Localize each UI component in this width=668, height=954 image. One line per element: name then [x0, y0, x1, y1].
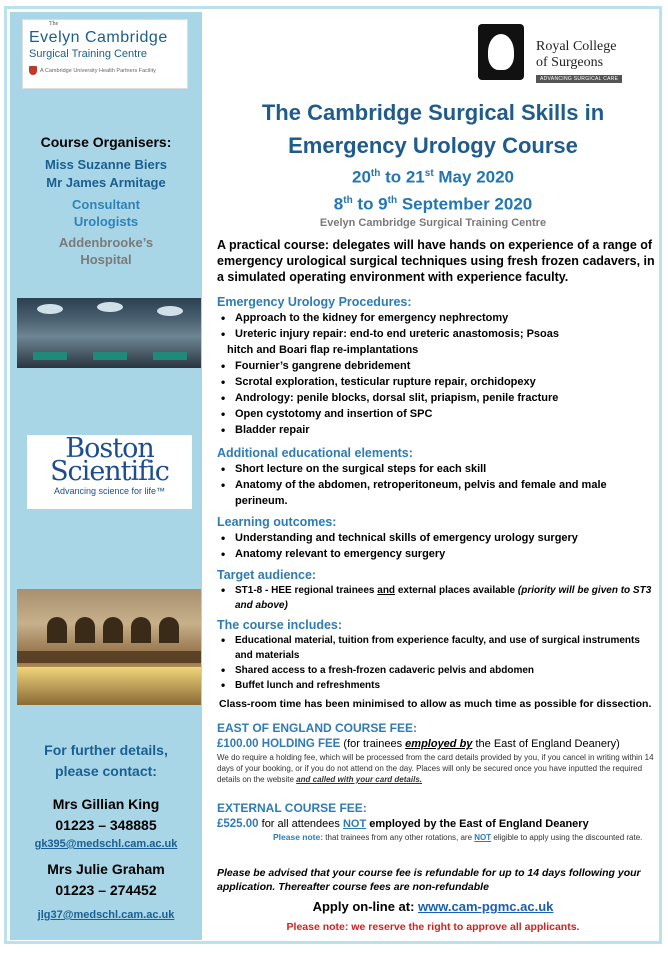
hospital-line: Hospital	[80, 252, 132, 267]
contact-phone: 01223 – 348885	[55, 817, 157, 833]
rcs-logo	[478, 24, 646, 84]
section-heading: Additional educational elements:	[217, 446, 413, 460]
contact-heading: please contact:	[55, 763, 157, 779]
fee-line: £525.00 for all attendees NOT employed by the East of England Deanery	[217, 818, 589, 830]
role-line: Urologists	[73, 214, 139, 229]
logo-title: Evelyn Cambridge	[29, 29, 168, 46]
operating-theatre-photo	[17, 298, 201, 368]
contact-name: Mrs Gillian King	[52, 796, 160, 812]
class-room-note: Class-room time has been minimised to allow as much time as possible for dissection.	[219, 698, 652, 710]
sponsor-word: Boston	[65, 433, 154, 464]
apply-line	[210, 899, 656, 914]
fee-heading: EAST OF ENGLAND COURSE FEE:	[217, 721, 418, 735]
list-item: • Understanding and technical skills of emergency urology surgery	[235, 530, 657, 546]
external-fee-section	[217, 800, 657, 843]
contact-name: Mrs Julie Graham	[47, 861, 165, 877]
apply-label: Apply on-line at:	[312, 899, 419, 914]
venue: Evelyn Cambridge Surgical Training Centre	[319, 217, 547, 229]
reserve-notice: Please note: we reserve the right to approve all applicants.	[286, 921, 580, 933]
fee-note: Please note: that trainees from any other rotations, are NOT eligible to apply using the discounted rate.	[273, 832, 643, 842]
organiser-name: Mr James Armitage	[46, 175, 166, 190]
list-item: • Approach to the kidney for emergency nephrectomy	[235, 310, 657, 326]
organiser-hospital	[10, 234, 202, 268]
logo-tagline	[29, 66, 181, 75]
list-item: • Scrotal exploration, testicular rupture repair, orchidopexy	[235, 374, 657, 390]
rcs-line: Royal College	[536, 39, 617, 54]
section-heading: Learning outcomes:	[217, 515, 337, 529]
organisers-block	[10, 134, 202, 268]
list-item: • ST1-8 - HEE regional trainees and external places available (priority will be given to ST3 and above)	[235, 583, 657, 613]
contact-heading: For further details,	[44, 742, 168, 758]
section-heading: Target audience:	[217, 568, 317, 582]
list-item: • Shared access to a fresh-frozen cadaveric pelvis and abdomen	[235, 663, 657, 678]
fee-line: £100.00 HOLDING FEE (for trainees employed by the East of England Deanery)	[217, 738, 620, 750]
organisers-heading: Course Organisers:	[40, 134, 172, 150]
outcomes-section	[217, 514, 657, 562]
audience-section	[217, 567, 657, 613]
section-heading: The course includes:	[217, 618, 343, 632]
list-item: • Fournier’s gangrene debridement	[235, 358, 657, 374]
course-title	[210, 96, 656, 162]
bridge-of-sighs-photo	[17, 589, 201, 705]
date-line: 20th to 21st May 2020	[351, 167, 515, 187]
rcs-line: of Surgeons	[536, 55, 604, 70]
apply-website-link[interactable]: www.cam-pgmc.ac.uk	[418, 899, 554, 914]
organiser-name: Miss Suzanne Biers	[44, 157, 168, 172]
section-heading: Emergency Urology Procedures:	[217, 295, 412, 309]
list-item: • Buffet lunch and refreshments	[235, 678, 657, 693]
east-fee-section	[217, 720, 657, 785]
hospital-line: Addenbrooke’s	[58, 235, 154, 250]
procedures-section	[217, 294, 657, 438]
list-item: • Anatomy relevant to emergency surgery	[235, 546, 657, 562]
list-item: • Educational material, tuition from experience faculty, and use of surgical instruments and materials	[235, 633, 657, 663]
list-item: • Andrology: penile blocks, dorsal slit, priapism, penile fracture	[235, 390, 657, 406]
title-line: The Cambridge Surgical Skills in	[261, 100, 605, 125]
list-item: • Ureteric injury repair: end-to end ureteric anastomosis; Psoas	[235, 326, 657, 342]
role-line: Consultant	[72, 197, 140, 212]
additional-section	[217, 445, 657, 509]
logo-subtitle: Surgical Training Centre	[29, 48, 148, 60]
sponsor-tagline: Advancing science for life™	[53, 486, 166, 496]
evelyn-centre-logo	[22, 19, 188, 89]
list-item-continuation: hitch and Boari flap re-implantations	[227, 344, 419, 356]
fee-small-print: We do require a holding fee, which will be processed from the card details provided by you, if you cancel in writing within 14 days of your booking, or if you do not attend on the day. Places will only be secured once you have inputted the required details on the website and called with your card details.	[217, 753, 654, 784]
date-line: 8th to 9th September 2020	[333, 194, 533, 214]
contact-phone: 01223 – 274452	[55, 882, 157, 898]
title-line: Emergency Urology Course	[288, 133, 578, 158]
rcs-name	[536, 39, 617, 71]
contact-email-link[interactable]: gk395@medschl.cam.ac.uk	[34, 838, 178, 850]
list-item: • Open cystotomy and insertion of SPC	[235, 406, 657, 422]
refund-advice: Please be advised that your course fee is refundable for up to 14 days following your application. Thereafter course fees are non-refundable	[217, 867, 641, 893]
organiser-role	[10, 196, 202, 230]
sponsor-word: Scientific	[50, 456, 169, 487]
fee-heading: EXTERNAL COURSE FEE:	[217, 801, 367, 815]
intro-paragraph: A practical course: delegates will have hands on experience of a range of emergency urological surgical techniques using fresh frozen cadavers, in a simulated operating environment with experience faculty.	[217, 238, 655, 284]
list-item: • Short lecture on the surgical steps for each skill	[235, 461, 657, 477]
crest-icon	[29, 66, 37, 75]
logo-tagline-text: A Cambridge University Health Partners Facility	[40, 67, 156, 74]
contact-email-link[interactable]: jlg37@medschl.cam.ac.uk	[37, 909, 175, 921]
logo-small-text: The	[49, 21, 59, 27]
list-item: • Bladder repair	[235, 422, 657, 438]
course-dates	[210, 162, 656, 215]
bird-crest-icon	[478, 24, 524, 80]
includes-section	[217, 617, 657, 693]
rcs-tagline: ADVANCING SURGICAL CARE	[536, 75, 622, 83]
contact-block	[10, 740, 202, 924]
list-item: • Anatomy of the abdomen, retroperitoneum, pelvis and female and male perineum.	[235, 477, 657, 509]
boston-scientific-logo	[27, 435, 192, 509]
